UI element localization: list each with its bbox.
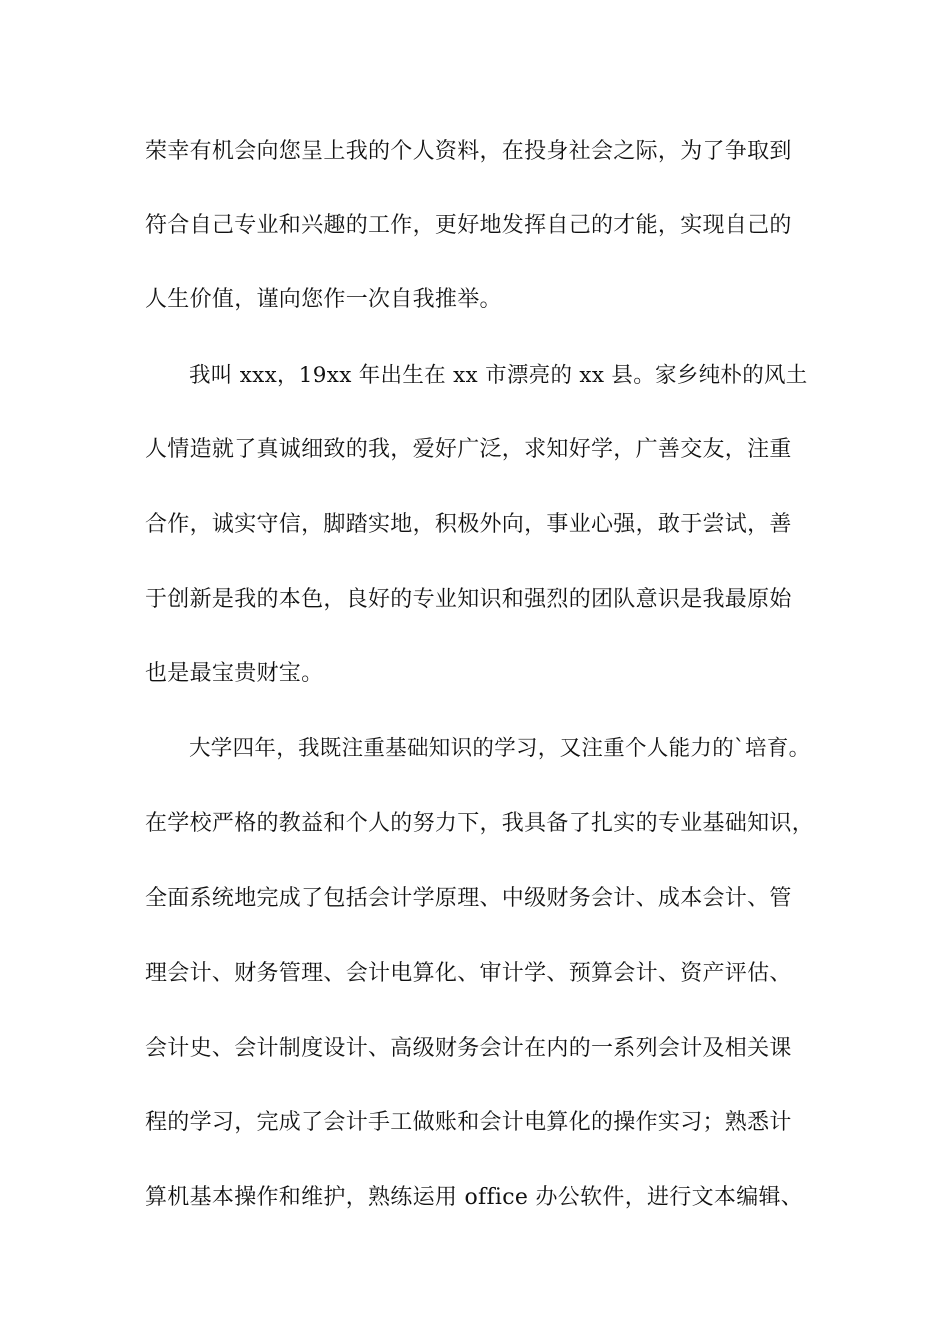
text-line: 人生价值，谨向您作一次自我推举。	[145, 287, 502, 312]
text-line: 会计史、会计制度设计、高级财务会计在内的一系列会计及相关课	[145, 1036, 792, 1061]
text-line: 合作，诚实守信，脚踏实地，积极外向，事业心强，敢于尝试，善	[145, 512, 792, 537]
text-line: 荣幸有机会向您呈上我的个人资料，在投身社会之际，为了争取到	[145, 139, 792, 164]
text-line: 全面系统地完成了包括会计学原理、中级财务会计、成本会计、管	[145, 886, 792, 911]
text-line: 符合自己专业和兴趣的工作，更好地发挥自己的才能，实现自己的	[145, 213, 792, 238]
text-line: 大学四年，我既注重基础知识的学习，又注重个人能力的`培育。	[189, 736, 811, 761]
text-line: 人情造就了真诚细致的我，爱好广泛，求知好学，广善交友，注重	[145, 437, 792, 462]
text-line: 我叫 xxx，19xx 年出生在 xx 市漂亮的 xx 县。家乡纯朴的风土	[189, 363, 808, 388]
text-line: 于创新是我的本色，良好的专业知识和强烈的团队意识是我最原始	[145, 587, 792, 612]
text-line: 在学校严格的教益和个人的努力下，我具备了扎实的专业基础知识，	[145, 811, 815, 836]
text-line: 理会计、财务管理、会计电算化、审计学、预算会计、资产评估、	[145, 961, 792, 986]
text-line: 程的学习，完成了会计手工做账和会计电算化的操作实习；熟悉计	[145, 1110, 792, 1135]
text-line: 算机基本操作和维护，熟练运用 office 办公软件，进行文本编辑、	[145, 1185, 804, 1210]
text-line: 也是最宝贵财宝。	[145, 661, 324, 686]
